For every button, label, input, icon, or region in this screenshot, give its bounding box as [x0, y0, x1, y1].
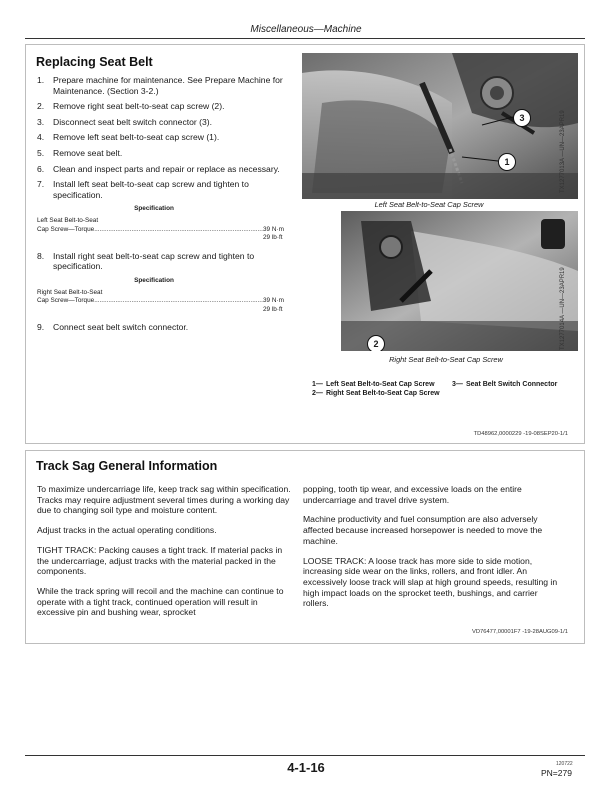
step-6: [37, 164, 291, 175]
track-sag-paragraph: Machine productivity and fuel consumption are also adversely affected because increased horsepower is needed to move the machine.: [303, 514, 543, 546]
track-sag-right-column: [303, 484, 563, 618]
spec-heading: Specification: [134, 276, 174, 284]
spec-item-line1: Left Seat Belt-to-Seat: [37, 216, 99, 224]
legend-item-1: [312, 381, 442, 390]
seat-photo-right: [341, 211, 578, 351]
spec-item-line2: Cap Screw—Torque: [37, 225, 95, 233]
legend-item-2-number: 2—: [312, 389, 323, 397]
figure-left-caption: Left Seat Belt-to-Seat Cap Screw: [374, 200, 484, 209]
legend-item-2: [312, 390, 442, 399]
legend-item-2-text: Right Seat Belt-to-Seat Cap Screw: [326, 389, 440, 397]
callout-leaders: [302, 53, 578, 199]
spec-left-cap-screw: [37, 205, 291, 242]
step-1: [37, 75, 291, 96]
spec-heading: Specification: [134, 205, 174, 213]
step-3-number: 3.: [37, 116, 45, 127]
seat-belt-title: Replacing Seat Belt: [36, 55, 153, 69]
step-7-text: Install left seat belt-to-seat cap screw and tighten to specification.: [53, 179, 249, 200]
step-3: [37, 117, 291, 128]
step-5-text: Remove seat belt.: [53, 147, 123, 158]
step-9-text: Connect seat belt switch connector.: [53, 322, 189, 333]
step-5: [37, 148, 291, 159]
figure-left-id: TX1277013A —UN—23APR19: [560, 110, 566, 193]
figure-left-cap-screw-photo: [302, 53, 578, 199]
callout-3: 3: [513, 109, 531, 127]
track-sag-paragraph: To maximize undercarriage life, keep track sag within specification. Tracks may require adjustment several times during a working day due to changing soil type and moisture content.: [37, 484, 291, 516]
step-6-text: Clean and inspect parts and repair or replace as necessary.: [53, 163, 280, 174]
leader-dots: [94, 226, 263, 235]
track-sag-left-column: [37, 484, 295, 627]
figure-right-cap-screw-photo: [341, 211, 578, 351]
spec-value-lbft: 29 lb·ft: [263, 234, 283, 242]
leader-dots: [94, 297, 263, 306]
page-number: 4-1-16: [287, 760, 325, 775]
step-2-number: 2.: [37, 101, 45, 112]
legend-item-1-text: Left Seat Belt-to-Seat Cap Screw: [326, 381, 435, 388]
step-8: [37, 251, 291, 272]
step-5-number: 5.: [37, 147, 45, 158]
track-sag-doc-id: VD76477,00001F7 -19-28AUG09-1/1: [471, 629, 568, 635]
legend-item-3: [452, 381, 587, 390]
step-3-text: Disconnect seat belt switch connector (3).: [53, 116, 213, 127]
step-8-number: 8.: [37, 250, 45, 261]
step-1-number: 1.: [37, 75, 45, 85]
legend-item-3-number: 3—: [452, 381, 463, 388]
spec-value-nm: 39 N·m: [263, 225, 284, 233]
step-2: [37, 101, 291, 112]
step-7: [37, 179, 291, 200]
step-4: [37, 132, 291, 143]
step-2-text: Remove right seat belt-to-seat cap screw (2).: [53, 101, 225, 112]
spec-torque-row: [37, 226, 291, 235]
step-9-number: 9.: [37, 322, 45, 333]
seat-belt-doc-id: TD48962,0000229 -19-08SEP20-1/1: [473, 431, 568, 437]
spec-item-line1: Right Seat Belt-to-Seat: [37, 288, 103, 296]
step-8-text: Install right seat belt-to-seat cap screw and tighten to specification.: [53, 250, 255, 272]
spec-right-cap-screw: [37, 277, 291, 314]
track-sag-paragraph: While the track spring will recoil and the machine can continue to operate with a tight track, continued operation will result in excessive pin and bushing wear, sprocket: [37, 585, 284, 618]
track-sag-paragraph: TIGHT TRACK: Packing causes a tight track. If material packs in the undercarriage, adjust tracks with the material packed in the components.: [37, 544, 283, 577]
legend-item-1-number: 1—: [312, 381, 323, 388]
callout-1: 1: [498, 153, 516, 171]
step-9: [37, 322, 291, 333]
spec-value-lbft: 29 lb·ft: [263, 305, 283, 313]
step-4-text: Remove left seat belt-to-seat cap screw (1).: [53, 132, 220, 143]
header-rule: [25, 38, 585, 39]
step-7-number: 7.: [37, 179, 45, 190]
track-sag-paragraph: popping, tooth tip wear, and excessive loads on the entire undercarriage and travel drive system.: [303, 484, 522, 505]
seat-belt-section: [25, 44, 585, 444]
spec-value-nm: 39 N·m: [263, 297, 284, 305]
footer-pn: PN=279: [541, 768, 572, 778]
footer-code: 120722: [556, 761, 573, 767]
seat-belt-steps: [37, 75, 291, 338]
page-header-title: Miscellaneous—Machine: [250, 24, 362, 35]
legend-item-3-text: Seat Belt Switch Connector: [466, 381, 558, 388]
callout-2: 2: [367, 335, 385, 351]
track-sag-paragraph: Adjust tracks in the actual operating conditions.: [37, 525, 217, 536]
footer-rule: [25, 755, 585, 756]
figure-right-caption: Right Seat Belt-to-Seat Cap Screw: [389, 355, 503, 364]
spec-item-line2: Cap Screw—Torque: [37, 297, 95, 305]
step-4-number: 4.: [37, 132, 45, 143]
track-sag-section: [25, 450, 585, 644]
step-1-text: Prepare machine for maintenance. See Prepare Machine for Maintenance. (Section 3-2.): [53, 75, 283, 96]
track-sag-paragraph: LOOSE TRACK: A loose track has more side to side motion, increasing side wear on the links, rollers, and front idler. An excessively loose track will slap at high ground speeds, resulting in high impact loads on the sprocket teeth, bushings, and carrier rollers.: [303, 555, 558, 609]
figure-right-id: TX1277014A —UN—23APR19: [560, 267, 566, 350]
step-6-number: 6.: [37, 163, 45, 174]
track-sag-title: Track Sag General Information: [36, 459, 218, 473]
spec-torque-row: [37, 297, 291, 306]
